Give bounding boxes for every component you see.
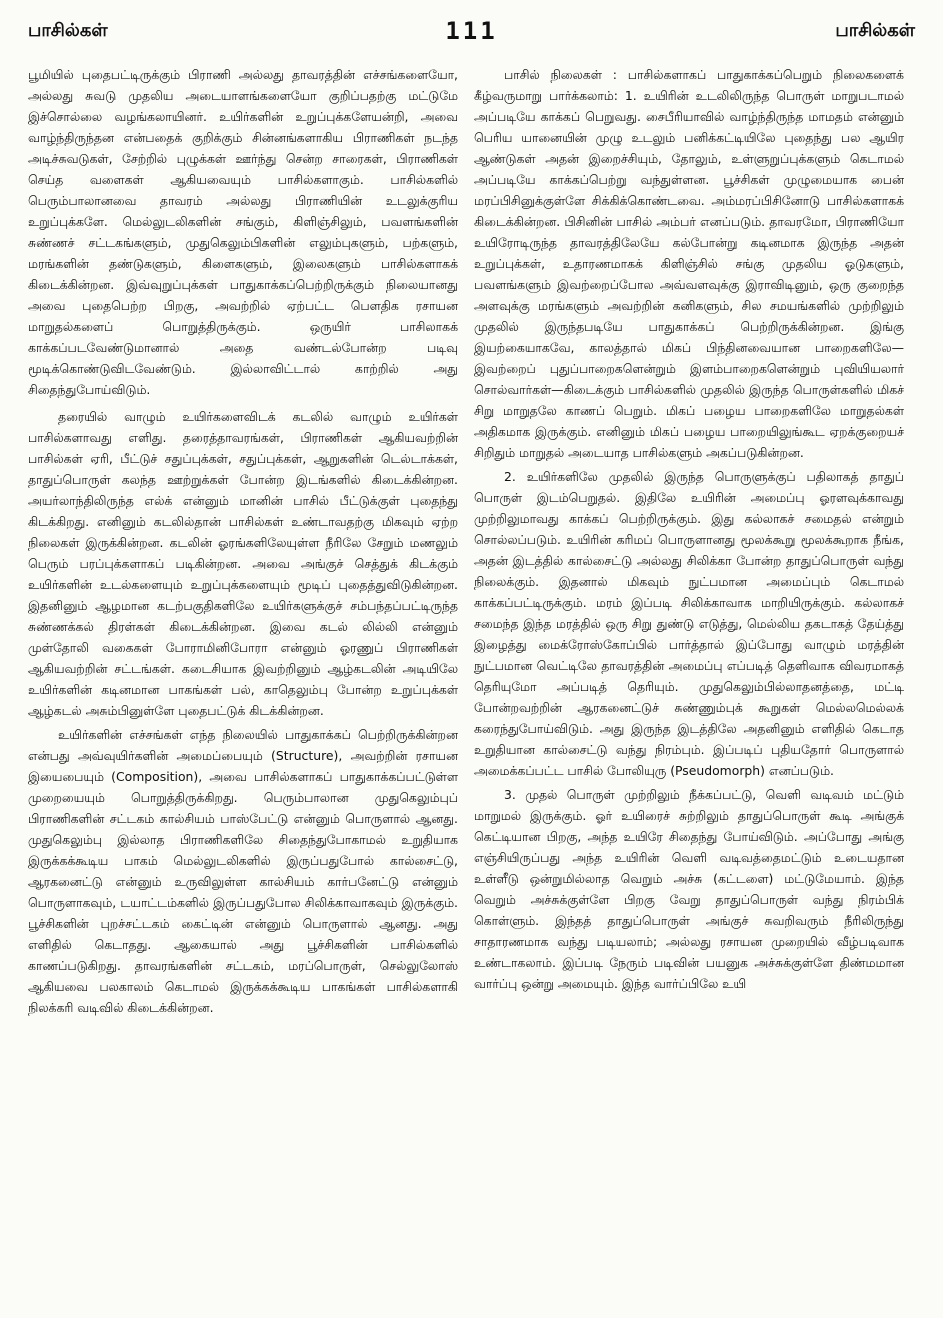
page-number: 111: [445, 17, 498, 45]
running-title-left: பாசில்கள்: [28, 20, 108, 41]
paragraph: உயிர்களின் எச்சங்கள் எந்த நிலையில் பாதுகாக்கப் பெற்றிருக்கின்றன என்பது அவ்வுயிர்களின் அமைப்பையும் (Structure), அவற்றின் ரசாயன இயைபையும் (Composition), அவை பாசில்களாகப் பாதுகாக்கப்பட்டுள்ள முறையையும் பொறுத்திருக்கிறது. பெரும்பாலான முதுகெலும்புப் பிராணிகளின் சட்டகம் கால்சியம் பாஸ்பேட்டு என்னும் பொருளால் ஆனது. முதுகெலும்பு இல்லாத பிராணிகளிலே சிதைந்துபோகாமல் உறுதியாக இருக்கக்கூடிய பாகம் மெல்லுடலிகளில் இருப்பதுபோல் கால்சைட்டு, ஆரகனைட்டு என்னும் உருவிலுள்ள கால்சியம் கார்பனேட்டு என்னும் பொருளாகவும், டயாட்டம்களில் இருப்பதுபோல சிலிக்காவாகவும் இருக்கும். பூச்சிகளின் புறச்சட்டகம் கைட்டின் என்னும் பொருளால் ஆனது. அது எளிதில் கெடாதது. ஆகையால் அது பூச்சிகளின் பாசில்களில் காணப்படுகிறது. தாவரங்களின் சட்டகம், மரப்பொருள், செல்லுலோஸ் ஆகியவை பலகாலம் கெடாமல் இருக்கக்கூடிய பாகங்கள் பாசில்களாகி நிலக்கரி வடிவில் கிடைக்கின்றன.: [28, 727, 458, 1015]
right-column: [474, 64, 904, 1296]
paragraph: 2. உயிர்களிலே முதலில் இருந்த பொருளுக்குப் பதிலாகத் தாதுப் பொருள் இடம்பெறுதல். இதிலே உயிரின் அமைப்பு ஓரளவுக்காவது முற்றிலுமாவது காக்கப் பெற்றிருக்கும். இது கல்லாகச் சமைதல் என்றும் சொல்லப்படும். உயிரின் கரிமப் பொருளானது மூலக்கூறு மூலக்கூறாக நீங்க, அதன் இடத்தில் கால்சைட்டு அல்லது சிலிக்கா போன்ற தாதுப்பொருள் வந்து நிலைக்கும். இதனால் மிகவும் நுட்பமான அமைப்பும் கெடாமல் காக்கப்பட்டிருக்கும். மரம் இப்படி சிலிக்காவாக மாறியிருக்கும். கல்லாகச் சமைந்த இந்த மரத்தில் ஒரு சிறு துண்டு எடுத்து, மெல்லிய தகடாகத் தேய்த்து இழைத்து மைக்ரோஸ்கோப்பில் பார்த்தால் இப்போது வாழும் மரத்தின் நுட்பமான வெட்டிலே தாவரத்தின் அமைப்பு எப்படித் தெளிவாக விவரமாகத் தெரியுமோ அப்படித் தெரியும். முதுகெலும்பில்லாதனத்தை, மட்டி போன்றவற்றின் ஆரகனைட்டுச் சுண்ணும்புக் கூறுகள் மெல்லமெல்லக் கரைந்துபோய்விடும். அது இருந்த இடத்திலே அதனினும் எளிதில் கெடாத உறுதியான கால்சைட்டு வந்து நிரம்பும். இப்படிப் புதியதோர் பொருளால் அமைக்கப்பட்ட பாசில் போலியுரு (Pseudomorph) எனப்படும்.: [474, 469, 904, 778]
running-title-right: பாசில்கள்: [835, 20, 915, 41]
left-column: [28, 64, 458, 1296]
page-header: [28, 14, 915, 54]
paragraph: பாசில் நிலைகள் : பாசில்களாகப் பாதுகாக்கப்பெறும் நிலைகளைக் கீழ்வருமாறு பார்க்கலாம்: 1. உயிரின் உடலிலிருந்த பொருள் மாறுபடாமல் அப்படியே காக்கப் பெறுவது. சைபீரியாவில் வாழ்ந்திருந்த மாமதம் என்னும் பெரிய யானையின் முழு உடலும் பனிக்கட்டியிலே புதைந்து பல ஆயிர ஆண்டுகள் அதன் இறைச்சியும், தோலும், உள்ளுறுப்புக்களும் கெடாமல் அப்படியே காக்கப்பெற்று வந்துள்ளன. பூச்சிகள் முழுமையாக பைன் மரப்பிசினுக்குள்ளே சிக்கிக்கொண்டவை. அம்மரப்பிசினோடு பாசில்களாகக் கிடைக்கின்றன. பிசினின் பாசில் அம்பர் எனப்படும். தாவரமோ, பிராணியோ உயிரோடிருந்த தாவரத்திலேயே கல்போன்று கடினமாக இருந்த அதன் உறுப்புக்கள், உதாரணமாகக் கிளிஞ்சில் சங்கு முதலிய ஓடுகளும், பவளங்களும் இவற்றைப்போல அவ்வளவுக்கு இராவிடினும், ஒரு குறைந்த அளவுக்கு மரங்களும் அவற்றின் கனிகளும், சில சமயங்களில் முற்றிலும் முதலில் இருந்தபடியே பாதுகாக்கப் பெற்றிருக்கின்றன. இங்கு இயற்கையாகவே, காலத்தால் மிகப் பிந்தினவையான பாறைகளிலே—இவற்றைப் புதுப்பாறைகளென்றும் இளம்பாறைகளென்றும் புவியியலார் சொல்வார்கள்—கிடைக்கும் பாசில்களில் முதலில் இருந்த பொருள்களில் மிகச் சிறு மாறுதலே காணப் பெறும். மிகப் பழைய பாறைகளிலே மாறுதல்கள் அதிகமாக இருக்கும். எனினும் மிகப் பழைய பாறையிலுங்கூட ஏறக்குறையச் சிறிதும் மாறுதல் அடையாத பாசில்களும் அகப்படுகின்றன.: [474, 67, 904, 460]
paragraph: தரையில் வாழும் உயிர்களைவிடக் கடலில் வாழும் உயிர்கள் பாசில்களாவது எளிது. தரைத்தாவரங்கள், பிராணிகள் ஆகியவற்றின் பாசில்கள் ஏரி, பீட்டுச் சதுப்புக்கள், சதுப்புக்கள், ஆறுகளின் டெல்டாக்கள், தாதுப்பொருள் கலந்த ஊற்றுக்கள் போன்ற இடங்களில் கிடைக்கின்றன. அயர்லாந்திலிருந்த எல்க் என்னும் மானின் பாசில் பீட்டுக்குள் புதைந்து கிடக்கிறது. எனினும் கடலில்தான் பாசில்கள் உண்டாவதற்கு மிகவும் ஏற்ற நிலைகள் இருக்கின்றன. கடலின் ஓரங்களிலேயுள்ள நீரிலே சேறும் மணலும் பெரும் பரப்புக்களாகப் படிகின்றன. அவை அங்குச் செத்துக் கிடக்கும் உயிர்களின் உடல்களையும் உறுப்புக்களையும் மூடிப் புதைத்துவிடுகின்றன. இதனினும் ஆழமான கடற்பகுதிகளிலே உயிர்களுக்குச் சம்பந்தப்பட்டிருந்த சுண்ணக்கல் திரள்கள் கிடைக்கின்றன. இவை கடல் லில்லி என்னும் முள்தோலி வகைகள் போராமினிபோரா என்னும் ஓரணுப் பிராணிகள் ஆகியவற்றின் சட்டங்கள். கடைசியாக இவற்றினும் ஆழ்கடலின் அடியிலே உயிர்களின் கடினமான பாகங்கள் பல், காதெலும்பு போன்ற உறுப்புக்கள் ஆழ்கடல் அசும்பினுள்ளே புதைபட்டுக் கிடக்கின்றன.: [28, 409, 458, 718]
paragraph: பூமியில் புதைபட்டிருக்கும் பிராணி அல்லது தாவரத்தின் எச்சங்களையோ, அல்லது சுவடு முதலிய அடையாளங்களையோ குறிப்பதற்கு மட்டுமே இச்சொல்லை வழங்கலாயினர். உயிர்களின் உறுப்புக்களேயன்றி, அவை வாழ்ந்திருந்தன என்பதைக் குறிக்கும் சின்னங்களாகிய பிராணிகள் நடந்த அடிச்சுவடுகள், சேற்றில் புழுக்கள் ஊர்ந்து சென்ற சாரைகள், பிராணிகள் செய்த வளைகள் ஆகியவையும் பாசில்களாகும். பாசில்களில் பெரும்பாலானவை தாவரம் அல்லது பிராணியின் உடலுக்குரிய உறுப்புக்களே. மெல்லுடலிகளின் சங்கும், கிளிஞ்சிலும், பவளங்களின் சுண்ணச் சட்டகங்களும், முதுகெலும்பிகளின் எலும்புகளும், பற்களும், மரங்களின் தண்டுகளும், கிளைகளும், இலைகளும் பாசில்களாகக் கிடைக்கின்றன. இவ்வுறுப்புக்கள் பாதுகாக்கப்பெற்றிருக்கும் நிலையானது அவை புதைபெற்ற பிறகு, அவற்றில் ஏற்பட்ட பௌதிக ரசாயன மாறுதல்களைப் பொறுத்திருக்கும். ஒருயிர் பாசிலாகக் காக்கப்படவேண்டுமானால் அதை வண்டல்போன்ற படிவு மூடிக்கொண்டுவிடவேண்டும். இல்லாவிட்டால் காற்றில் அது சிதைந்துபோய்விடும்.: [28, 67, 458, 397]
paragraph: 3. முதல் பொருள் முற்றிலும் நீக்கப்பட்டு, வெளி வடிவம் மட்டும் மாறுமல் இருக்கும். ஓர் உயிரைச் சுற்றிலும் தாதுப்பொருள் கூடி அங்குக் கெட்டியான பிறகு, அந்த உயிரே சிதைந்து போய்விடும். அப்போது அங்கு எஞ்சியிருப்பது அந்த உயிரின் வெளி வடிவத்தைமட்டும் உடையதான உள்ளீடு ஒன்றுமில்லாத வெறும் அச்சு (கட்டளை) மட்டுமேயாம். இந்த வெறும் அச்சுக்குள்ளே பிறகு வேறு தாதுப்பொருள் வந்து நிரம்பிக் கொள்ளும். இந்தத் தாதுப்பொருள் அங்குச் சுவறிவரும் நீரிலிருந்து சாதாரணமாக வந்து படியலாம்; அல்லது ரசாயன முறையில் வீழ்படிவாக உண்டாகலாம். இப்படி நேரும் படிவின் பயனுக அச்சுக்குள்ளே திண்மமான வார்ப்பு ஒன்று அமையும். இந்த வார்ப்பிலே உயி: [474, 787, 904, 991]
